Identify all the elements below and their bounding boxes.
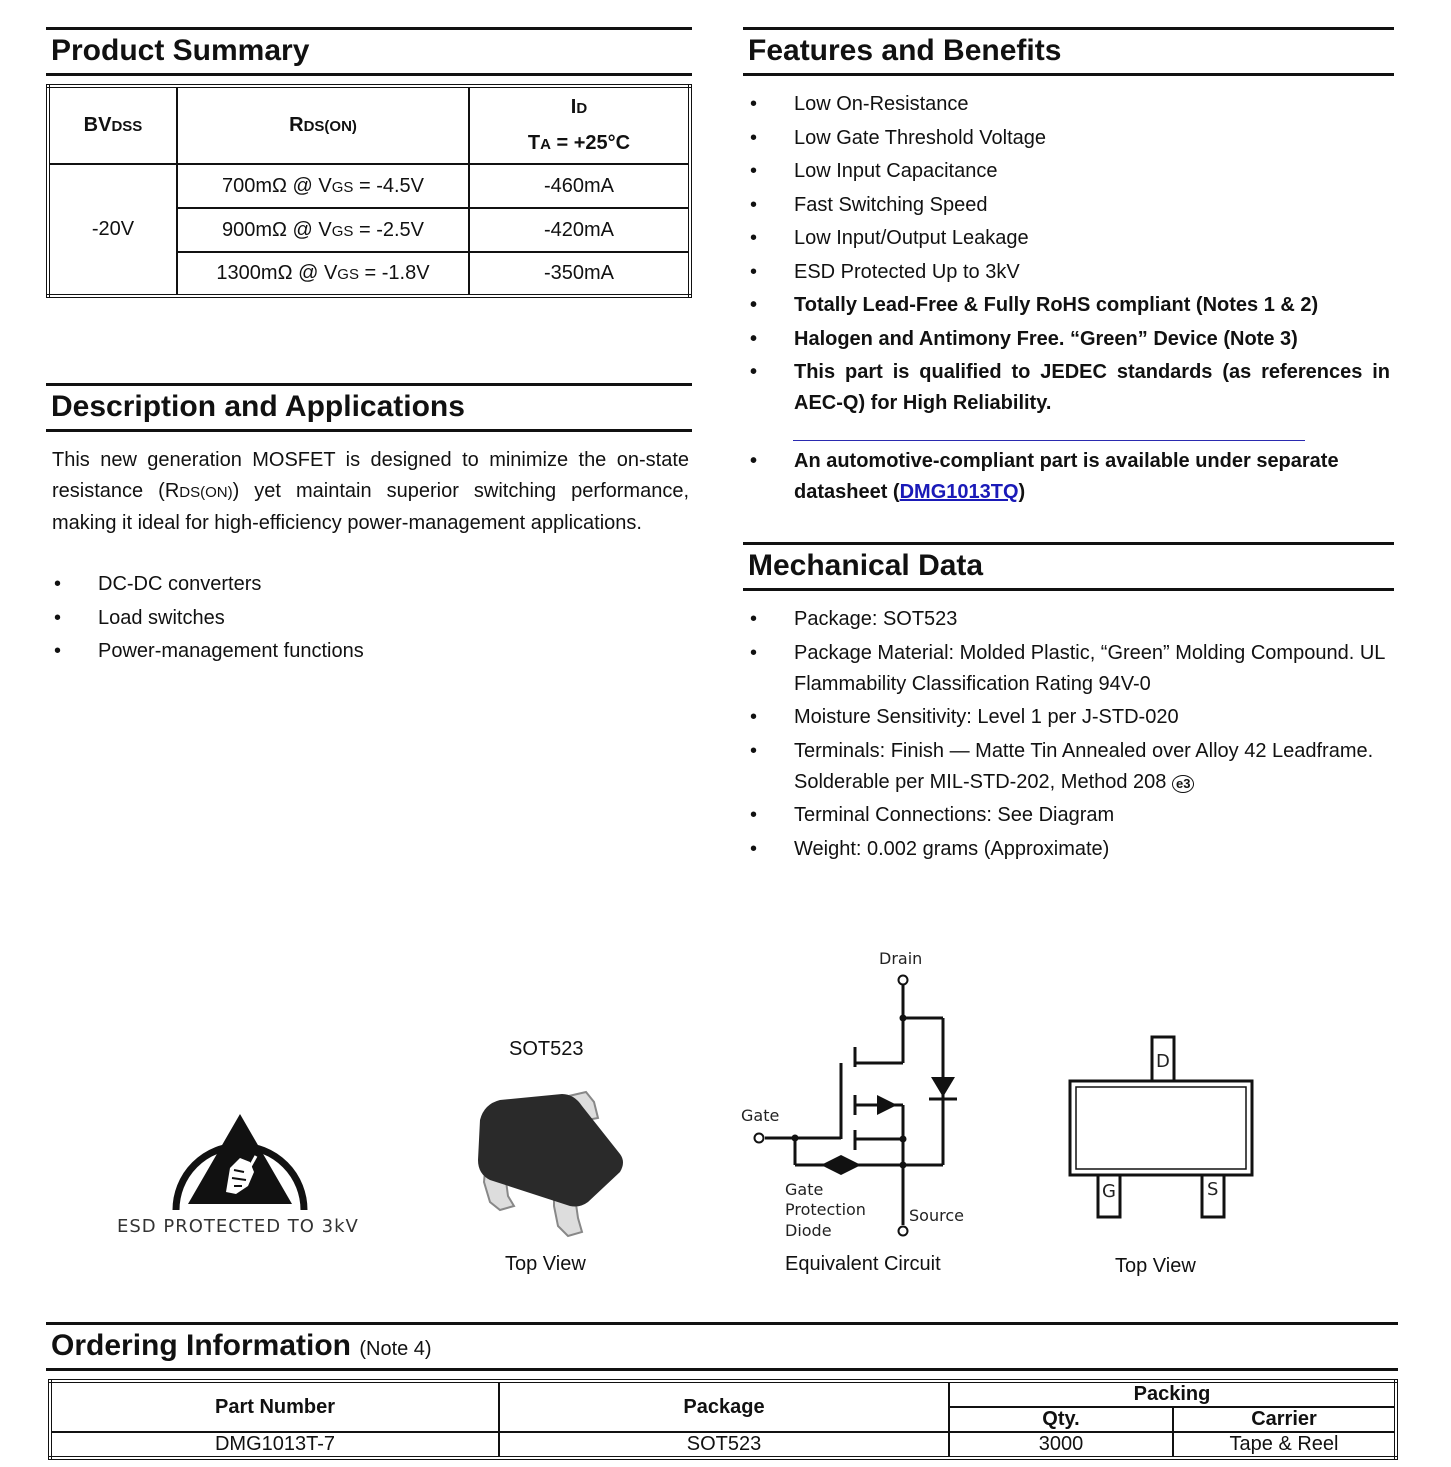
product-summary-table (46, 84, 692, 298)
ordering-table (48, 1379, 1398, 1460)
circuit-diode-label-1: Gate (785, 1180, 824, 1199)
rds-cell: 900mΩ @ VGS = -2.5V (177, 208, 469, 252)
pin-g-label: G (1102, 1181, 1116, 1202)
circuit-gate-label: Gate (741, 1106, 780, 1125)
list-item: • Moisture Sensitivity: Level 1 per J-STD-020 (748, 702, 1388, 733)
col-id-header: ID TA = +25°C (469, 86, 690, 164)
col-qty-header: Qty. (949, 1407, 1173, 1432)
ordering-title: Ordering Information (Note 4) (51, 1329, 432, 1362)
list-item: • Terminals: Finish — Matte Tin Annealed over Alloy 42 Leadframe. Solderable per MIL-STD-202, Method 208 e3 (748, 736, 1388, 798)
table-row (50, 1432, 1396, 1458)
esd-warning-icon (170, 1100, 310, 1212)
circuit-diode-label-2: Protection (785, 1200, 866, 1219)
bvdss-value: -20V (48, 164, 177, 296)
list-item: • Weight: 0.002 grams (Approximate) (748, 834, 1388, 865)
automotive-list (748, 446, 1390, 511)
list-item: • An automotive-compliant part is available under separate datasheet (DMG1013TQ) (748, 446, 1390, 508)
mechanical-title: Mechanical Data (748, 549, 984, 582)
circuit-caption: Equivalent Circuit (785, 1253, 941, 1275)
list-item: • Package: SOT523 (748, 604, 1388, 635)
list-item: • DC-DC converters (52, 569, 682, 600)
description-header (46, 383, 692, 432)
pin-d-label: D (1156, 1051, 1170, 1072)
features-list (748, 89, 1390, 422)
circuit-diode-label-3: Diode (785, 1221, 832, 1240)
list-item: • ESD Protected Up to 3kV (748, 257, 1390, 288)
list-item: • Fast Switching Speed (748, 190, 1390, 221)
list-item: • Package Material: Molded Plastic, “Green” Molding Compound. UL Flammability Classification Rating 94V-0 (748, 638, 1388, 700)
rds-cell: 700mΩ @ VGS = -4.5V (177, 164, 469, 208)
link-divider (793, 440, 1305, 441)
ordering-header (46, 1322, 1398, 1371)
carrier-cell: Tape & Reel (1173, 1432, 1396, 1458)
list-item: • Low On-Resistance (748, 89, 1390, 120)
qty-cell: 3000 (949, 1432, 1173, 1458)
features-header (743, 27, 1394, 76)
mechanical-header (743, 542, 1394, 591)
list-item: • Low Gate Threshold Voltage (748, 123, 1390, 154)
dmg1013tq-link[interactable]: DMG1013TQ (899, 481, 1019, 503)
sot-caption: Top View (505, 1253, 586, 1275)
table-row (48, 164, 690, 208)
esd-label: ESD PROTECTED TO 3kV (117, 1216, 359, 1237)
circuit-drain-label: Drain (879, 949, 923, 968)
id-cell: -420mA (469, 208, 690, 252)
id-cell: -350mA (469, 252, 690, 296)
e3-icon: e3 (1172, 775, 1194, 793)
pinout-diagram (1062, 1035, 1262, 1225)
id-cell: -460mA (469, 164, 690, 208)
part-cell: DMG1013T-7 (50, 1432, 499, 1458)
mechanical-list (748, 604, 1388, 867)
col-part-header: Part Number (50, 1381, 499, 1432)
list-item: • Load switches (52, 603, 682, 634)
product-summary-title: Product Summary (51, 34, 310, 67)
list-item: • Low Input/Output Leakage (748, 223, 1390, 254)
package-cell: SOT523 (499, 1432, 949, 1458)
pin-s-label: S (1207, 1179, 1219, 1200)
col-bvdss-header: BVDSS (48, 86, 177, 164)
equivalent-circuit-diagram (735, 945, 975, 1245)
col-rds-header: RDS(ON) (177, 86, 469, 164)
list-item: • This part is qualified to JEDEC standards (as references in AEC-Q) for High Reliability. (748, 357, 1390, 419)
features-title: Features and Benefits (748, 34, 1062, 67)
list-item: • Power-management functions (52, 636, 682, 667)
sot-title: SOT523 (509, 1038, 584, 1060)
col-carrier-header: Carrier (1173, 1407, 1396, 1432)
list-item: • Low Input Capacitance (748, 156, 1390, 187)
applications-list (52, 569, 682, 670)
sot523-package-icon (470, 1090, 630, 1240)
list-item: • Totally Lead-Free & Fully RoHS compliant (Notes 1 & 2) (748, 290, 1390, 321)
pinout-caption: Top View (1115, 1255, 1196, 1277)
product-summary-header (46, 27, 692, 76)
rds-cell: 1300mΩ @ VGS = -1.8V (177, 252, 469, 296)
circuit-source-label: Source (909, 1206, 964, 1225)
description-title: Description and Applications (51, 390, 465, 423)
col-packing-header: Packing (949, 1381, 1396, 1407)
col-package-header: Package (499, 1381, 949, 1432)
description-text: This new generation MOSFET is designed to minimize the on-state resistance (RDS(ON)) yet maintain superior switching performance, making it ideal for high-efficiency power-management applications. (52, 449, 690, 534)
list-item: • Halogen and Antimony Free. “Green” Device (Note 3) (748, 324, 1390, 355)
list-item: • Terminal Connections: See Diagram (748, 800, 1388, 831)
